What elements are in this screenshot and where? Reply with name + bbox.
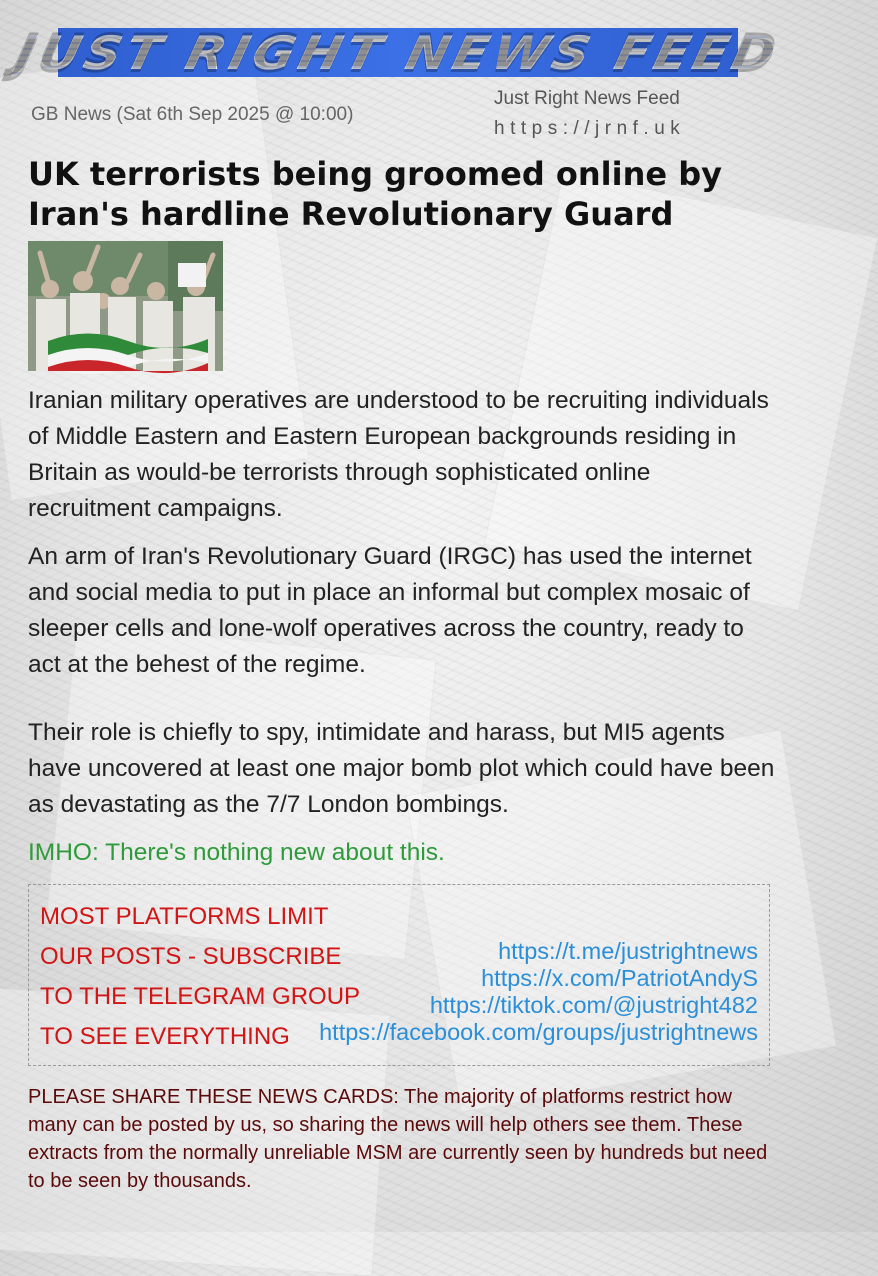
article-headline: UK terrorists being groomed online by Iran's hardline Revolutionary Guard [28,155,722,233]
subscribe-line: TO THE TELEGRAM GROUP [40,983,361,1010]
site-banner [10,25,786,80]
tiktok-link[interactable]: https://tiktok.com/@justright482 [429,992,758,1018]
subscribe-promo-box [28,884,770,1066]
facebook-link[interactable]: https://facebook.com/groups/justrightnews [319,1019,758,1045]
subscribe-line: MOST PLATFORMS LIMIT [40,903,329,930]
site-url-link[interactable]: https://jrnf.uk [494,118,686,139]
subscribe-message [40,897,360,1057]
telegram-link[interactable]: https://t.me/justrightnews [498,938,758,964]
social-links [319,938,758,1046]
protest-photo-icon [28,241,223,371]
article-body [28,383,778,883]
share-notice: PLEASE SHARE THESE NEWS CARDS: The majority of platforms restrict how many can be posted by us, so sharing the news will help others see them. These extracts from the normally unreliable MSM are currently seen by hundreds but need to be seen by thousands. [28,1086,768,1192]
banner-title: JUST RIGHT NEWS FEED [10,25,786,80]
source-dateline: GB News (Sat 6th Sep 2025 @ 10:00) [31,104,354,125]
imho-comment: IMHO: There's nothing new about this. [28,839,445,866]
article-paragraph: Iranian military operatives are understood to be recruiting individuals of Middle Eastern and Eastern European backgrounds residing in Britain as would-be terrorists through sophisticated online recruitment campaigns. [28,387,769,522]
site-name: Just Right News Feed [494,88,680,109]
subscribe-line: OUR POSTS - SUBSCRIBE [40,943,342,970]
subscribe-line: TO SEE EVERYTHING [40,1023,290,1050]
article-paragraph: An arm of Iran's Revolutionary Guard (IRGC) has used the internet and social media to put in place an informal but complex mosaic of sleeper cells and lone-wolf operatives across the country, ready to act at the behest of the regime. [28,543,752,678]
site-info [494,88,685,140]
article-paragraph: Their role is chiefly to spy, intimidate and harass, but MI5 agents have uncovered at least one major bomb plot which could have been as devastating as the 7/7 London bombings. [28,719,775,818]
x-link[interactable]: https://x.com/PatriotAndyS [481,965,758,991]
